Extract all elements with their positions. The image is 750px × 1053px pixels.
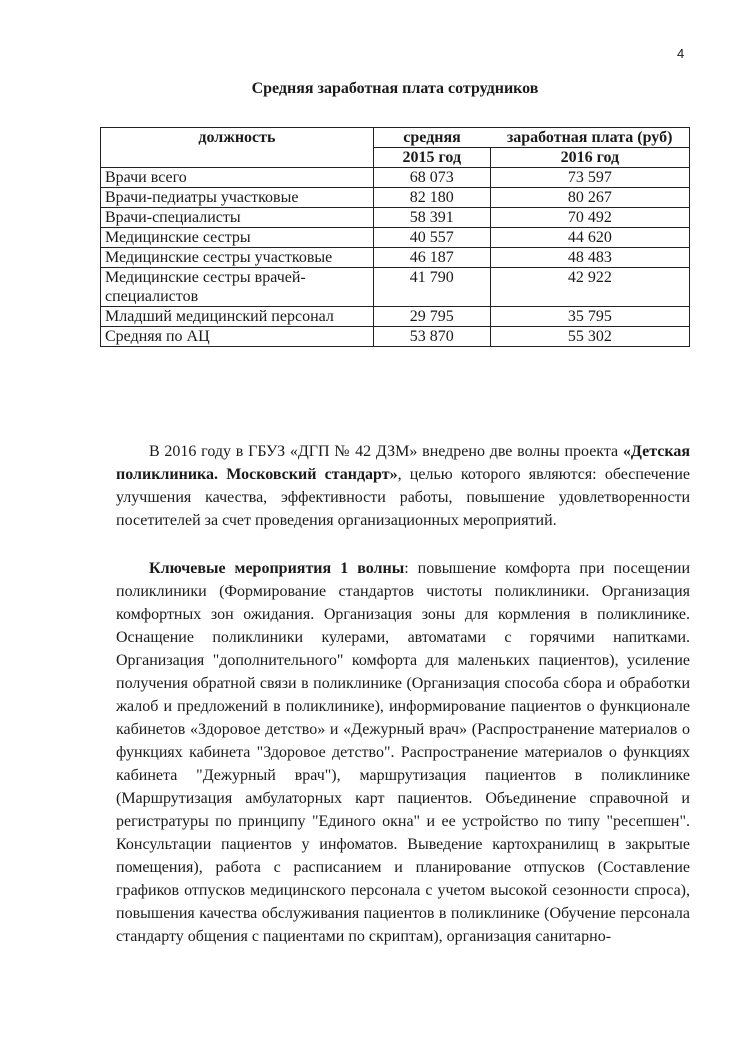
value-2016-cell: 42 922 (490, 268, 689, 307)
table-row (101, 228, 690, 248)
table-row (101, 327, 690, 347)
paragraph-project-end: , целью которого являются: обеспечение улучшения качества, эффективности работы, повышение удовлетворенности посетителей за счет проведения организационных мероприятий. (116, 466, 690, 529)
paragraph-project (116, 440, 690, 532)
position-cell: Средняя по АЦ (101, 327, 374, 347)
value-2016-cell: 48 483 (490, 248, 689, 268)
position-cell: Врачи всего (101, 168, 374, 188)
value-2015-cell: 40 557 (373, 228, 490, 248)
value-2016-cell: 80 267 (490, 188, 689, 208)
project-name: «Детская поликлиника. Московский стандарт» (116, 443, 690, 483)
paragraph-wave-1 (116, 557, 690, 948)
value-2015-cell: 68 073 (373, 168, 490, 188)
position-cell: Врачи-специалисты (101, 208, 374, 228)
table-row (101, 188, 690, 208)
value-2016-cell: 44 620 (490, 228, 689, 248)
value-2015-cell: 29 795 (373, 307, 490, 327)
position-cell: Медицинские сестры участковые (101, 248, 374, 268)
table-header-row (101, 128, 690, 148)
wave-1-heading: Ключевые мероприятия 1 волны (149, 560, 405, 577)
wave-1-text: : повышение комфорта при посещении поликлиники (Формирование стандартов чистоты поликлиники. Организация комфортных зон ожидания. Организация зоны для кормления в поликлинике. Оснащение поликлиники кулерами, автоматами с горячими напитками. Организация "дополнительного" комфорта для маленьких пациентов), усиление получения обратной связи в поликлинике (Организация способа сбора и обработки жалоб и предложений в поликлинике), информирование пациентов о функционале кабинетов «Здоровое детство» и «Дежурный врач» (Распространение материалов о функциях кабинета "Здоровое детство". Распространение материалов о функциях кабинета "Дежурный врач"), маршрутизация пациентов в поликлинике (Маршрутизация амбулаторных карт пациентов. Объединение справочной и регистратуры по принципу "Единого окна" и ее устройство по типу "ресепшен". Консультации пациентов у инфоматов. Выведение картохранилищ в закрытые помещения), работа с расписанием и планирование отпусков (Составление графиков отпусков медицинского персонала с учетом высокой сезонности спроса), повышения качества обслуживания пациентов в поликлинике (Обучение персонала стандарту общения с пациентами по скриптам), организация санитарно- (116, 560, 691, 945)
header-avg: средняя (373, 128, 490, 148)
page-number: 4 (677, 46, 685, 61)
table-row (101, 168, 690, 188)
header-position: должность (101, 128, 374, 168)
value-2016-cell: 55 302 (490, 327, 689, 347)
paragraph-project-start: В 2016 году в ГБУЗ «ДГП № 42 ДЗМ» внедрено две волны проекта (149, 443, 623, 460)
table-row (101, 248, 690, 268)
position-cell: Младший медицинский персонал (101, 307, 374, 327)
salary-table (100, 127, 690, 347)
position-cell: Медицинские сестры (101, 228, 374, 248)
value-2015-cell: 41 790 (373, 268, 490, 307)
document-title: Средняя заработная плата сотрудников (251, 80, 539, 97)
table-row (101, 268, 690, 307)
position-cell: Медицинские сестры врачей-специалистов (101, 268, 374, 307)
table-row (101, 208, 690, 228)
value-2015-cell: 58 391 (373, 208, 490, 228)
header-year-2015: 2015 год (373, 148, 490, 168)
value-2016-cell: 73 597 (490, 168, 689, 188)
value-2015-cell: 82 180 (373, 188, 490, 208)
header-salary: заработная плата (руб) (490, 128, 689, 148)
header-year-2016: 2016 год (490, 148, 689, 168)
value-2015-cell: 46 187 (373, 248, 490, 268)
value-2016-cell: 35 795 (490, 307, 689, 327)
position-cell: Врачи-педиатры участковые (101, 188, 374, 208)
value-2015-cell: 53 870 (373, 327, 490, 347)
table-row (101, 307, 690, 327)
value-2016-cell: 70 492 (490, 208, 689, 228)
